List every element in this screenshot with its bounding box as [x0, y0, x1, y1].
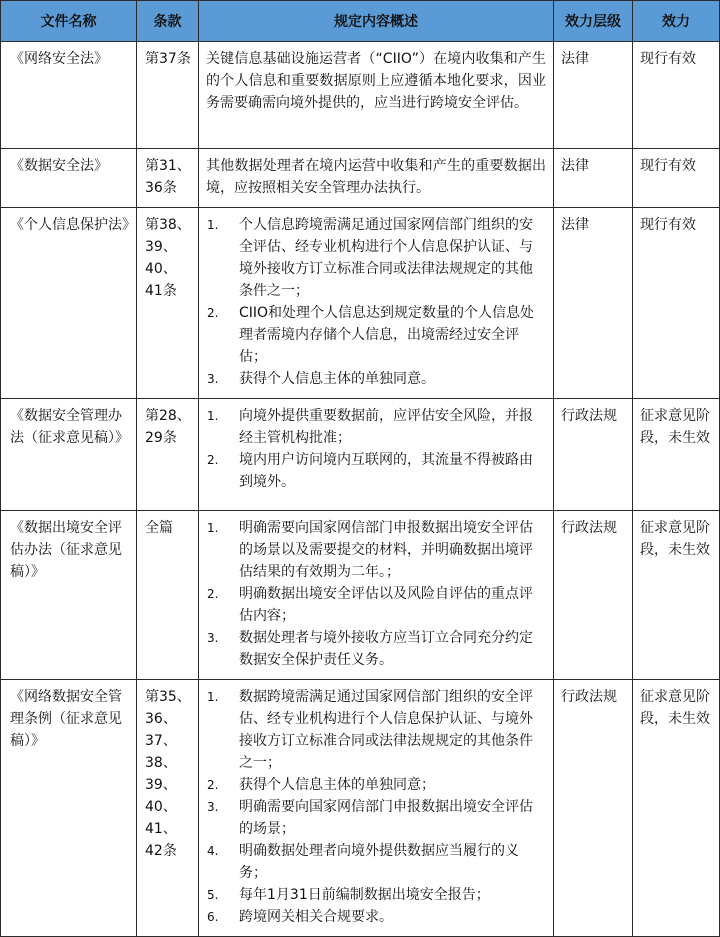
list-number: 2.	[207, 306, 219, 320]
cell-content	[199, 680, 554, 937]
table-row	[1, 149, 720, 208]
cell-name: 《个人信息保护法》	[1, 208, 137, 399]
list-number: 1.	[207, 409, 219, 423]
content-list	[206, 405, 546, 493]
cell-status: 征求意见阶段，未生效	[633, 399, 720, 511]
list-text: 数据跨境需满足通过国家网信部门组织的安全评估、经专业机构进行个人信息保护认证、与境外接收方订立标准合同或法律法规规定的其他条件之一；	[239, 689, 533, 771]
list-number: 2.	[207, 587, 219, 601]
cell-level: 法律	[554, 42, 633, 149]
list-text: 明确数据处理者向境外提供数据应当履行的义务；	[239, 843, 519, 881]
cell-article: 第31、36条	[137, 149, 199, 208]
cell-content	[199, 511, 554, 680]
list-text: 跨境网关相关合规要求。	[239, 909, 393, 925]
cell-status: 现行有效	[633, 208, 720, 399]
list-number: 1.	[207, 690, 219, 704]
list-text: 明确需要向国家网信部门申报数据出境安全评估的场景以及需要提交的材料，并明确数据出境评估结果的有效期为二年。；	[239, 520, 533, 580]
list-text: 数据处理者与境外接收方应当订立合同充分约定数据安全保护责任义务。	[239, 630, 533, 668]
cell-name: 《数据安全管理办法（征求意见稿）》	[1, 399, 137, 511]
cell-status: 现行有效	[633, 149, 720, 208]
table-row	[1, 42, 720, 149]
list-text: 向境外提供重要数据前，应评估安全风险，并报经主管机构批准；	[239, 408, 533, 446]
list-item	[206, 517, 546, 583]
content-list	[206, 214, 546, 390]
list-item	[206, 405, 546, 449]
cell-content	[199, 208, 554, 399]
table-row	[1, 399, 720, 511]
list-item	[206, 686, 546, 774]
list-item	[206, 906, 546, 928]
list-number: 1.	[207, 218, 219, 232]
list-number: 3.	[207, 631, 219, 645]
cell-name: 《数据安全法》	[1, 149, 137, 208]
cell-level: 行政法规	[554, 680, 633, 937]
header-name: 文件名称	[1, 1, 137, 42]
list-text: 获得个人信息主体的单独同意。	[239, 371, 435, 387]
cell-status: 征求意见阶段，未生效	[633, 680, 720, 937]
cell-content	[199, 399, 554, 511]
cell-status: 征求意见阶段，未生效	[633, 511, 720, 680]
cell-name: 《数据出境安全评估办法（征求意见稿）》	[1, 511, 137, 680]
header-level: 效力层级	[554, 1, 633, 42]
cell-name: 《网络安全法》	[1, 42, 137, 149]
table-row	[1, 680, 720, 937]
header-status: 效力	[633, 1, 720, 42]
cell-name: 《网络数据安全管理条例（征求意见稿）》	[1, 680, 137, 937]
content-list	[206, 517, 546, 671]
cell-level: 行政法规	[554, 399, 633, 511]
list-number: 3.	[207, 372, 219, 386]
content-list	[206, 686, 546, 928]
list-item	[206, 583, 546, 627]
cell-status: 现行有效	[633, 42, 720, 149]
list-number: 2.	[207, 778, 219, 792]
list-text: 获得个人信息主体的单独同意；	[239, 777, 435, 793]
cell-level: 法律	[554, 208, 633, 399]
list-number: 6.	[207, 910, 219, 924]
list-item	[206, 627, 546, 671]
list-text: 明确需要向国家网信部门申报数据出境安全评估的场景；	[239, 799, 533, 837]
header-content: 规定内容概述	[199, 1, 554, 42]
cell-article: 第35、36、37、38、39、40、41、42条	[137, 680, 199, 937]
list-text: 个人信息跨境需满足通过国家网信部门组织的安全评估、经专业机构进行个人信息保护认证、与境外接收方订立标准合同或法律法规规定的其他条件之一；	[239, 217, 533, 299]
table-row	[1, 511, 720, 680]
cell-article: 第38、39、40、41条	[137, 208, 199, 399]
list-text: 明确数据出境安全评估以及风险自评估的重点评估内容；	[239, 586, 533, 624]
header-article: 条款	[137, 1, 199, 42]
cell-level: 法律	[554, 149, 633, 208]
list-text: 境内用户访问境内互联网的，其流量不得被路由到境外。	[239, 452, 533, 490]
list-item	[206, 796, 546, 840]
list-number: 2.	[207, 453, 219, 467]
list-item	[206, 449, 546, 493]
list-text: CIIO和处理个人信息达到规定数量的个人信息处理者需境内存储个人信息，出境需经过安全评估；	[239, 305, 535, 365]
list-item	[206, 302, 546, 368]
cell-content: 其他数据处理者在境内运营中收集和产生的重要数据出境，应按照相关安全管理办法执行。	[199, 149, 554, 208]
list-number: 1.	[207, 521, 219, 535]
list-item	[206, 774, 546, 796]
list-item	[206, 884, 546, 906]
cell-article: 第28、29条	[137, 399, 199, 511]
list-number: 3.	[207, 800, 219, 814]
cell-article: 第37条	[137, 42, 199, 149]
list-item	[206, 368, 546, 390]
table-header-row	[1, 1, 720, 42]
list-item	[206, 840, 546, 884]
list-number: 5.	[207, 888, 219, 902]
cell-article: 全篇	[137, 511, 199, 680]
list-item	[206, 214, 546, 302]
cell-content: 关键信息基础设施运营者（“CIIO”）在境内收集和产生的个人信息和重要数据原则上应遵循本地化要求，因业务需要确需向境外提供的，应当进行跨境安全评估。	[199, 42, 554, 149]
list-text: 每年1月31日前编制数据出境安全报告；	[239, 887, 490, 903]
table-row	[1, 208, 720, 399]
list-number: 4.	[207, 844, 219, 858]
cell-level: 行政法规	[554, 511, 633, 680]
